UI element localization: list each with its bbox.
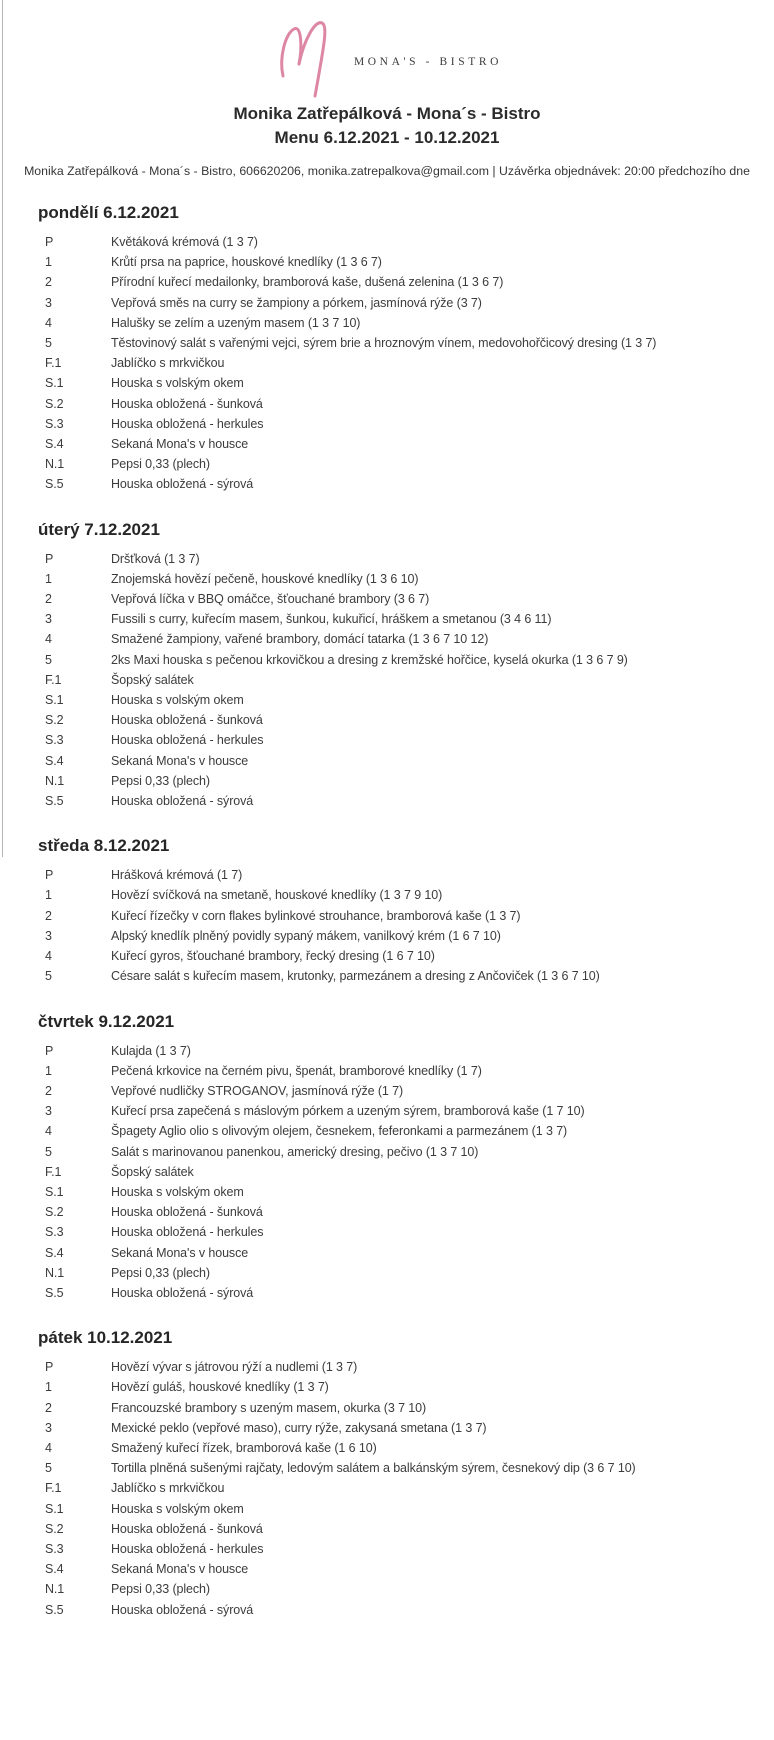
menu-item-code: S.1 [45,1501,64,1516]
menu-item-code: S.3 [45,1541,64,1556]
menu-item-row [38,1222,754,1242]
menu-item-text: Pepsi 0,33 (plech) [111,773,210,788]
menu-item-code: 2 [45,1083,52,1098]
day-rows [38,232,754,495]
menu-item-row [38,252,754,272]
menu-item-text: Smažený kuřecí řízek, bramborová kaše (1 6 10) [111,1440,377,1455]
menu-item-row [38,1539,754,1559]
menu-item-code: P [45,1360,54,1375]
menu-item-text: Smažené žampiony, vařené brambory, domácí tatarka (1 3 6 7 10 12) [111,632,489,647]
menu-item-row [38,333,754,353]
menu-item-text: Jablíčko s mrkvičkou [111,1481,225,1496]
menu-item-row [38,865,754,885]
menu-item-text: Pepsi 0,33 (plech) [111,1582,210,1597]
menu-item-text: Fussili s curry, kuřecím masem, šunkou, kukuřicí, hráškem a smetanou (3 4 6 11) [111,612,552,627]
menu-item-row [38,549,754,569]
menu-item-row [38,1559,754,1579]
menu-item-row [38,373,754,393]
menu-item-code: F.1 [45,1164,62,1179]
menu-item-text: Alpský knedlík plněný povidly sypaný mákem, vanilkový krém (1 6 7 10) [111,928,501,943]
menu-item-text: Jablíčko s mrkvičkou [111,356,225,371]
menu-item-text: Hovězí svíčková na smetaně, houskové knedlíky (1 3 7 9 10) [111,888,443,903]
menu-item-row [38,629,754,649]
menu-item-code: 1 [45,1063,52,1078]
menu-item-text: Sekaná Mona's v housce [111,1245,249,1260]
menu-item-row [38,1182,754,1202]
menu-item-text: Mexické peklo (vepřové maso), curry rýže, zakysaná smetana (1 3 7) [111,1420,487,1435]
menu-item-code: 2 [45,275,52,290]
menu-item-text: Sekaná Mona's v housce [111,437,249,452]
menu-item-row [38,966,754,986]
menu-item-text: Houska s volským okem [111,376,244,391]
menu-item-code: S.2 [45,713,64,728]
menu-item-row [38,1101,754,1121]
menu-item-text: Znojemská hovězí pečeně, houskové knedlíky (1 3 6 10) [111,571,419,586]
menu-item-code: S.5 [45,794,64,809]
menu-item-row [38,414,754,434]
menu-item-text: 2ks Maxi houska s pečenou krkovičkou a dresing z kremžské hořčice, kyselá okurka (1 3 6 7 9) [111,652,628,667]
menu-item-row [38,690,754,710]
menu-item-code: S.4 [45,437,64,452]
menu-item-code: 5 [45,969,52,984]
menu-item-text: Pečená krkovice na černém pivu, špenát, bramborové knedlíky (1 7) [111,1063,482,1078]
menu-item-text: Houska obložená - šunková [111,1521,263,1536]
menu-item-row [38,771,754,791]
menu-item-row [38,1283,754,1303]
menu-item-text: Houska obložená - sýrová [111,477,254,492]
menu-item-row [38,946,754,966]
menu-item-text: Hovězí vývar s játrovou rýží a nudlemi (1 3 7) [111,1360,358,1375]
menu-item-row [38,1357,754,1377]
menu-item-text: Šopský salátek [111,672,194,687]
menu-item-code: N.1 [45,1265,65,1280]
menu-item-text: Houska obložená - herkules [111,416,264,431]
menu-item-text: Houska obložená - herkules [111,733,264,748]
menu-item-text: Sekaná Mona's v housce [111,753,249,768]
day-section [38,202,754,495]
menu-item-text: Houska obložená - šunková [111,713,263,728]
menu-item-text: Francouzské brambory s uzeným masem, okurka (3 7 10) [111,1400,427,1415]
menu-item-text: Sekaná Mona's v housce [111,1562,249,1577]
day-section [38,835,754,986]
menu-item-code: 2 [45,908,52,923]
menu-item-code: 3 [45,1104,52,1119]
menu-item-code: S.4 [45,1562,64,1577]
menu-item-row [38,730,754,750]
menu-item-row [38,353,754,373]
menu-item-row [38,1263,754,1283]
menu-item-text: Césare salát s kuřecím masem, krutonky, parmezánem a dresing z Ančoviček (1 3 6 7 10) [111,969,600,984]
menu-item-row [38,1142,754,1162]
menu-item-code: 1 [45,1380,52,1395]
menu-item-row [38,1081,754,1101]
menu-item-row [38,272,754,292]
menu-item-code: S.3 [45,416,64,431]
menu-item-row [38,1398,754,1418]
day-title: čtvrtek 9.12.2021 [38,1011,175,1031]
menu-item-text: Houska s volským okem [111,1184,244,1199]
day-rows [38,1041,754,1304]
logo [0,12,774,94]
menu-item-code: P [45,235,54,249]
page-title: Monika Zatřepálková - Mona´s - Bistro [233,104,541,123]
menu-item-code: 1 [45,888,52,903]
menu-item-row [38,1458,754,1478]
menu-item-row [38,1579,754,1599]
menu-item-text: Tortilla plněná sušenými rajčaty, ledovým salátem a balkánským sýrem, česnekový dip (3 6 7 10) [111,1461,636,1476]
menu-item-row [38,609,754,629]
menu-item-code: 4 [45,1440,52,1455]
menu-item-row [38,1202,754,1222]
menu-item-row [38,1121,754,1141]
menu-item-code: S.5 [45,1285,64,1300]
day-rows [38,1357,754,1620]
menu-item-text: Houska obložená - šunková [111,1205,263,1220]
menu-item-code: 2 [45,592,52,607]
menu-item-row [38,1519,754,1539]
day-rows [38,865,754,986]
menu-item-code: S.4 [45,1245,64,1260]
logo-wordmark: MONA'S - BISTRO [353,56,503,68]
menu-item-code: 4 [45,315,52,330]
menu-item-code: S.3 [45,733,64,748]
menu-item-row [38,751,754,771]
day-section [38,519,754,812]
menu-item-code: P [45,868,54,883]
page-subtitle: Menu 6.12.2021 - 10.12.2021 [274,128,500,147]
menu-item-text: Houska obložená - sýrová [111,794,254,809]
menu-item-row [38,474,754,494]
menu-item-row [38,1418,754,1438]
menu-item-row [38,1162,754,1182]
menu-item-row [38,434,754,454]
menu-item-code: P [45,1043,54,1058]
menu-item-code: 5 [45,1461,52,1476]
menu-item-text: Pepsi 0,33 (plech) [111,457,210,472]
menu-item-code: N.1 [45,1582,65,1597]
menu-item-code: 3 [45,295,52,310]
menu-item-row [38,906,754,926]
menu-item-text: Těstovinový salát s vařenými vejci, sýrem brie a hroznovým vínem, medovohořčicový dresing (1 3 7) [111,336,657,351]
menu-item-row [38,589,754,609]
menu-item-text: Kulajda (1 3 7) [111,1043,191,1058]
day-title: středa 8.12.2021 [38,836,170,856]
logo-monogram-icon [272,12,334,98]
menu-item-row [38,1243,754,1263]
menu-item-text: Houska obložená - herkules [111,1225,264,1240]
menu-item-row [38,1438,754,1458]
menu-item-text: Vepřové nudličky STROGANOV, jasmínová rýže (1 7) [111,1083,404,1098]
menu-item-row [38,670,754,690]
menu-item-text: Salát s marinovanou panenkou, americký dresing, pečivo (1 3 7 10) [111,1144,479,1159]
menu-item-text: Houska s volským okem [111,693,244,708]
menu-item-code: 3 [45,612,52,627]
menu-item-text: Houska obložená - sýrová [111,1285,254,1300]
menu-item-row [38,1499,754,1519]
menu-item-text: Přírodní kuřecí medailonky, bramborová kaše, dušená zelenina (1 3 6 7) [111,275,504,290]
menu-item-text: Houska obložená - herkules [111,1541,264,1556]
day-title: pátek 10.12.2021 [38,1328,173,1348]
menu-item-code: S.5 [45,1602,64,1617]
menu-item-code: 4 [45,1124,52,1139]
menu-item-text: Hovězí guláš, houskové knedlíky (1 3 7) [111,1380,329,1395]
day-title: úterý 7.12.2021 [38,519,160,539]
menu-item-text: Kuřecí řízečky v corn flakes bylinkové strouhance, bramborová kaše (1 3 7) [111,908,521,923]
menu-item-code: S.2 [45,1205,64,1220]
menu-item-code: S.2 [45,396,64,411]
menu-item-row [38,885,754,905]
menu-item-row [38,1061,754,1081]
menu-item-code: 4 [45,632,52,647]
menu-item-text: Houska obložená - šunková [111,396,263,411]
menu-days [0,202,774,1620]
menu-item-text: Vepřová líčka v BBQ omáčce, šťouchané brambory (3 6 7) [111,592,430,607]
menu-item-text: Květáková krémová (1 3 7) [111,235,258,249]
menu-item-code: S.1 [45,376,64,391]
contact-line: Monika Zatřepálková - Mona´s - Bistro, 606620206, monika.zatrepalkova@gmail.com | Uzávěrka objednávek: 20:00 předchozího dne [24,164,750,178]
menu-item-code: S.5 [45,477,64,492]
menu-item-row [38,293,754,313]
menu-item-text: Hrášková krémová (1 7) [111,868,243,883]
menu-item-row [38,454,754,474]
day-title: pondělí 6.12.2021 [38,203,179,222]
menu-item-text: Kuřecí gyros, šťouchané brambory, řecký dresing (1 6 7 10) [111,949,435,964]
menu-item-text: Pepsi 0,33 (plech) [111,1265,210,1280]
menu-item-code: F.1 [45,1481,62,1496]
menu-item-text: Špagety Aglio olio s olivovým olejem, česnekem, feferonkami a parmezánem (1 3 7) [111,1124,568,1139]
menu-item-row [38,1041,754,1061]
menu-item-code: 1 [45,571,52,586]
menu-item-text: Kuřecí prsa zapečená s máslovým pórkem a uzeným sýrem, bramborová kaše (1 7 10) [111,1104,585,1119]
menu-item-code: 1 [45,255,52,270]
menu-item-code: S.1 [45,1184,64,1199]
menu-item-row [38,926,754,946]
menu-item-code: F.1 [45,672,62,687]
menu-item-row [38,232,754,252]
menu-item-code: F.1 [45,356,62,371]
menu-item-row [38,1600,754,1620]
menu-item-row [38,710,754,730]
day-rows [38,549,754,812]
menu-item-code: 5 [45,652,52,667]
menu-item-text: Šopský salátek [111,1164,194,1179]
menu-item-code: P [45,551,54,566]
menu-item-code: N.1 [45,457,65,472]
menu-item-text: Dršťková (1 3 7) [111,551,200,566]
menu-item-text: Krůtí prsa na paprice, houskové knedlíky (1 3 6 7) [111,255,382,270]
menu-item-code: S.3 [45,1225,64,1240]
page-left-border [2,0,3,857]
menu-item-code: N.1 [45,773,65,788]
menu-item-text: Houska s volským okem [111,1501,244,1516]
menu-item-row [38,650,754,670]
menu-item-code: 4 [45,949,52,964]
menu-item-text: Vepřová směs na curry se žampiony a pórkem, jasmínová rýže (3 7) [111,295,482,310]
menu-item-row [38,1377,754,1397]
day-section [38,1327,754,1620]
menu-item-row [38,1478,754,1498]
menu-item-text: Houska obložená - sýrová [111,1602,254,1617]
menu-item-code: 3 [45,928,52,943]
menu-item-code: S.2 [45,1521,64,1536]
menu-item-row [38,791,754,811]
menu-item-row [38,569,754,589]
menu-item-code: 5 [45,336,52,351]
menu-item-code: 5 [45,1144,52,1159]
menu-item-code: S.1 [45,693,64,708]
menu-item-code: 3 [45,1420,52,1435]
page-header [0,0,774,178]
menu-item-row [38,313,754,333]
menu-item-row [38,394,754,414]
menu-item-code: 2 [45,1400,52,1415]
day-section [38,1011,754,1304]
menu-item-code: S.4 [45,753,64,768]
menu-item-text: Halušky se zelím a uzeným masem (1 3 7 10) [111,315,361,330]
